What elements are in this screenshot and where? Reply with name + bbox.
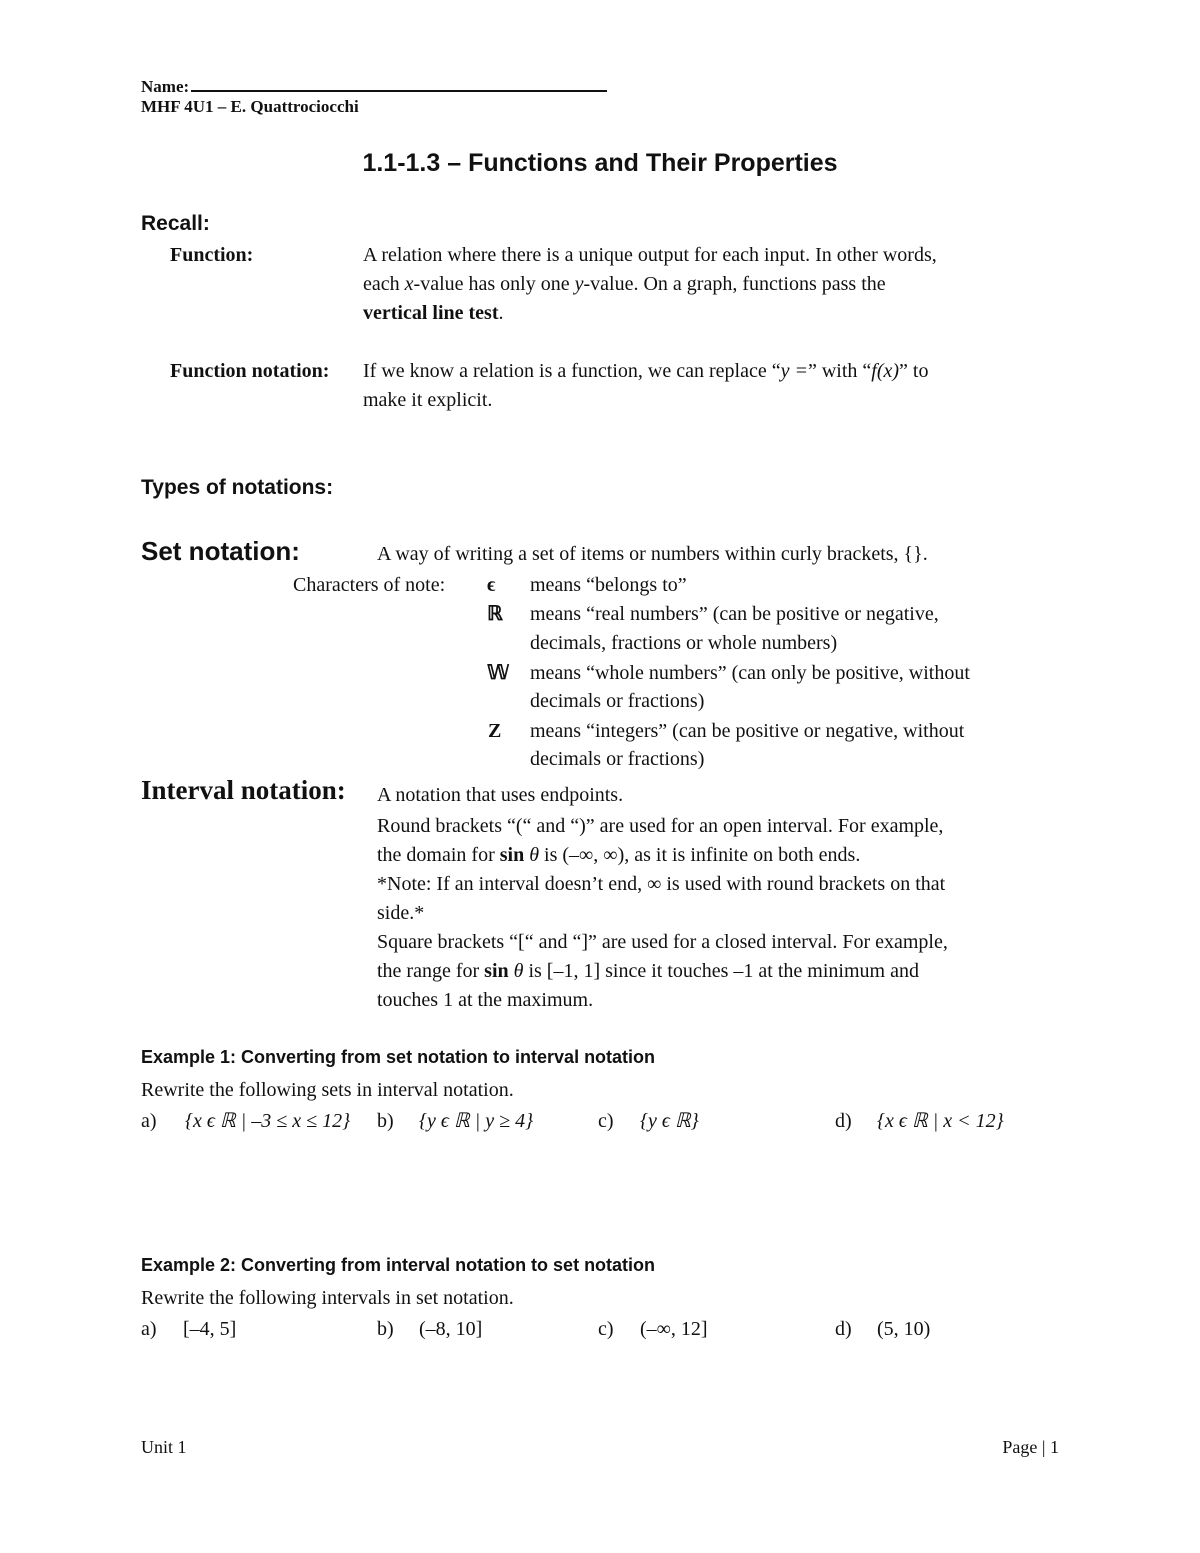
example-1-item-a: {x ϵ ℝ | –3 ≤ x ≤ 12} [185,1110,351,1132]
example-2-item-b: (–8, 10] [419,1318,483,1340]
example-1-item-b: {y ϵ ℝ | y ≥ 4} [419,1110,534,1132]
function-definition-line-1: A relation where there is a unique output for each input. In other words, [363,244,937,266]
interval-notation-line-3: the domain for sin θ is (–∞, ∞), as it is infinite on both ends. [377,844,861,866]
example-1-instruction: Rewrite the following sets in interval notation. [141,1079,514,1101]
example-2-item-b-label: b) [377,1318,394,1340]
types-of-notations-heading: Types of notations: [141,476,334,499]
example-1-item-a-label: a) [141,1110,157,1132]
page-title: 1.1-1.3 – Functions and Their Properties [362,149,838,177]
example-2-heading: Example 2: Converting from interval notation to set notation [141,1255,656,1275]
whole-numbers-meaning-line-2: decimals or fractions) [530,690,705,712]
example-1-item-d-label: d) [835,1110,852,1132]
characters-of-note-label: Characters of note: [293,574,446,596]
example-2-item-c-label: c) [598,1318,614,1340]
example-2-instruction: Rewrite the following intervals in set notation. [141,1287,514,1309]
function-notation-line-1: If we know a relation is a function, we can replace “y =” with “f(x)” to [363,360,929,382]
name-blank-line [191,72,607,92]
interval-notation-line-4: *Note: If an interval doesn’t end, ∞ is used with round brackets on that [377,873,946,895]
interval-notation-line-2: Round brackets “(“ and “)” are used for an open interval. For example, [377,815,944,837]
whole-numbers-meaning-line-1: means “whole numbers” (can only be positive, without [530,662,970,684]
example-2-item-d-label: d) [835,1318,852,1340]
integers-meaning-line-1: means “integers” (can be positive or negative, without [530,720,965,742]
recall-heading: Recall: [141,212,210,235]
example-1-item-d: {x ϵ ℝ | x < 12} [877,1110,1004,1132]
interval-notation-line-7: the range for sin θ is [–1, 1] since it touches –1 at the minimum and [377,960,919,982]
function-definition-line-2: each x-value has only one y-value. On a graph, functions pass the [363,273,886,295]
function-notation-line-2: make it explicit. [363,389,493,411]
integers-meaning-line-2: decimals or fractions) [530,748,705,770]
footer-unit: Unit 1 [141,1437,187,1457]
real-numbers-meaning-line-2: decimals, fractions or whole numbers) [530,632,838,654]
function-definition-line-3: vertical line test. [363,302,504,324]
belongs-to-symbol: ϵ [487,574,496,596]
function-notation-term: Function notation: [170,360,330,382]
example-1-item-c-label: c) [598,1110,614,1132]
example-1-item-c: {y ϵ ℝ} [640,1110,699,1132]
name-label: Name: [141,77,190,96]
whole-numbers-symbol: 𝕎 [487,662,510,684]
set-notation-heading: Set notation: [141,536,300,566]
interval-notation-line-8: touches 1 at the maximum. [377,989,594,1011]
real-numbers-meaning-line-1: means “real numbers” (can be positive or negative, [530,603,939,625]
example-2-item-a: [–4, 5] [183,1318,237,1340]
example-1-item-b-label: b) [377,1110,394,1132]
vertical-line-test-term: vertical line test [363,302,499,324]
interval-notation-line-6: Square brackets “[“ and “]” are used for a closed interval. For example, [377,931,948,953]
real-numbers-symbol: ℝ [487,603,503,625]
course-label: MHF 4U1 – E. Quattrociocchi [141,97,359,116]
integers-symbol: Z [488,720,502,742]
name-field [141,72,607,97]
example-1-heading: Example 1: Converting from set notation to interval notation [141,1047,656,1067]
example-2-item-c: (–∞, 12] [640,1318,708,1340]
footer-page-number: Page | 1 [1002,1437,1059,1457]
example-2-item-d: (5, 10) [877,1318,931,1340]
example-2-item-a-label: a) [141,1318,157,1340]
interval-notation-heading: Interval notation: [141,775,346,805]
set-notation-definition: A way of writing a set of items or numbers within curly brackets, {}. [377,543,928,565]
interval-notation-line-5: side.* [377,902,425,924]
belongs-to-meaning: means “belongs to” [530,574,687,596]
function-term: Function: [170,244,254,266]
interval-notation-line-1: A notation that uses endpoints. [377,784,624,806]
